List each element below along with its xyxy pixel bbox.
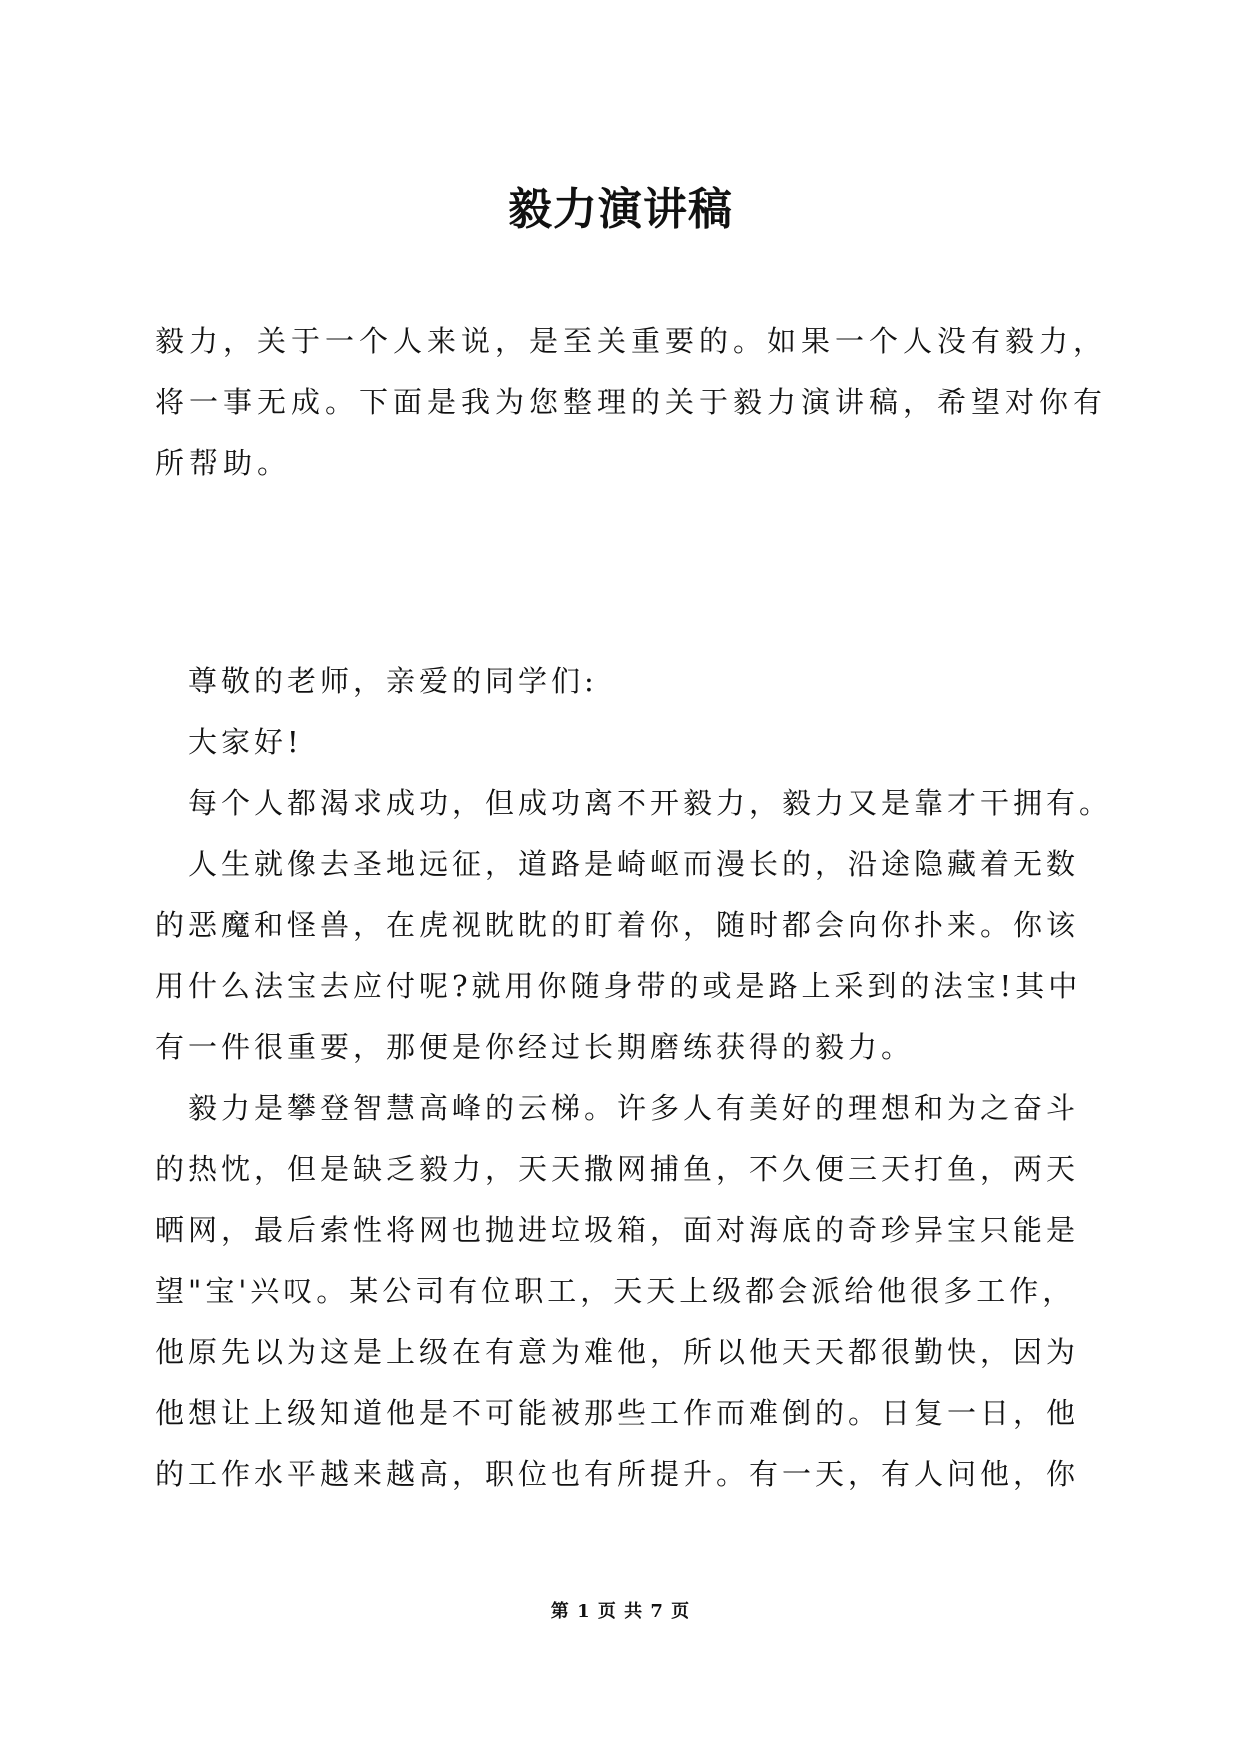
- body-line: 人生就像去圣地远征，道路是崎岖而漫长的，沿途隐藏着无数: [188, 847, 1080, 881]
- greeting-line: 大家好!: [188, 725, 303, 759]
- body-line: 的恶魔和怪兽，在虎视眈眈的盯着你，随时都会向你扑来。你该: [155, 908, 1080, 942]
- body-line: 的工作水平越来越高，职位也有所提升。有一天，有人问他，你: [155, 1457, 1080, 1491]
- document-title: 毅力演讲稿: [508, 184, 733, 235]
- body-line: 他原先以为这是上级在有意为难他，所以他天天都很勤快，因为: [155, 1335, 1080, 1369]
- body-line: 的热忱，但是缺乏毅力，天天撒网捕鱼，不久便三天打鱼，两天: [155, 1152, 1080, 1186]
- body-line: 晒网，最后索性将网也抛进垃圾箱，面对海底的奇珍异宝只能是: [155, 1213, 1080, 1247]
- body-line: 每个人都渴求成功，但成功离不开毅力，毅力又是靠才干拥有。: [188, 786, 1113, 820]
- intro-line: 将一事无成。下面是我为您整理的关于毅力演讲稿，希望对你有: [155, 385, 1108, 419]
- salutation-line: 尊敬的老师，亲爱的同学们:: [188, 664, 598, 698]
- page-footer: 第 1 页 共 7 页: [550, 1601, 691, 1622]
- body-line: 望"宝'兴叹。某公司有位职工，天天上级都会派给他很多工作，: [155, 1274, 1076, 1308]
- speech-body: [155, 651, 1115, 1505]
- body-line: 有一件很重要，那便是你经过长期磨练获得的毅力。: [155, 1030, 915, 1064]
- body-line: 他想让上级知道他是不可能被那些工作而难倒的。日复一日，他: [155, 1396, 1080, 1430]
- intro-line: 毅力，关于一个人来说，是至关重要的。如果一个人没有毅力，: [155, 324, 1108, 358]
- body-line: 用什么法宝去应付呢?就用你随身带的或是路上采到的法宝!其中: [155, 969, 1082, 1003]
- intro-paragraph: [155, 311, 1108, 494]
- intro-line: 所帮助。: [155, 446, 292, 480]
- body-line: 毅力是攀登智慧高峰的云梯。许多人有美好的理想和为之奋斗: [188, 1091, 1080, 1125]
